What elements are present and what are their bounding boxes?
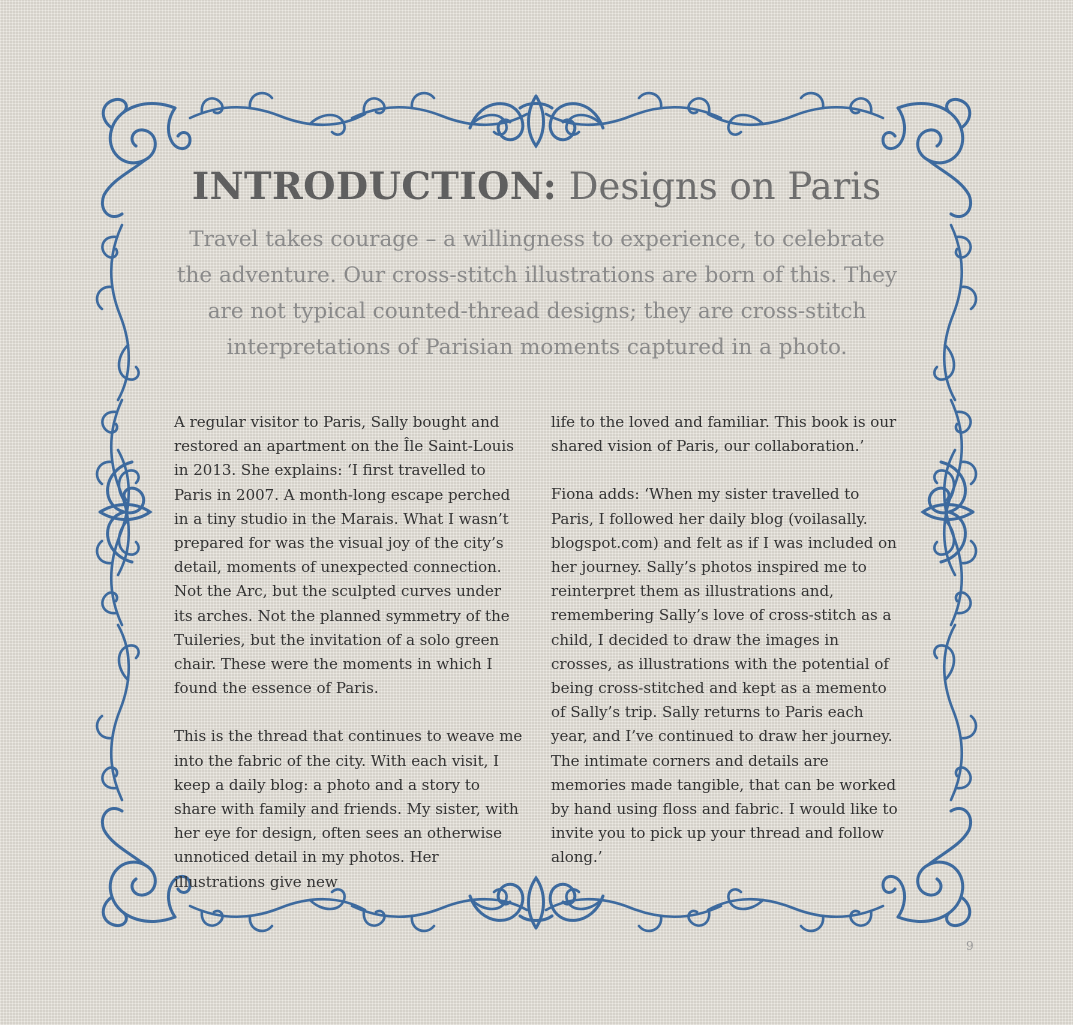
right-column [551, 410, 901, 894]
title-subtitle: Designs on Paris [557, 165, 882, 208]
body-paragraph: Fiona adds: ‘When my sister travelled to Paris, I followed her daily blog (voilasally. blogspot.com) and felt as if I was included on her journey. Sally’s photos inspired me to reinterpret them as illustrations and, remembering Sally’s love of cross-stitch as a child, I decided to draw the images in crosses, as illustrations with the potential of being cross-stitched and kept as a memento of Sally’s trip. Sally returns to Paris each year, and I’ve continued to draw her journey. The intimate corners and details are memories made tangible, that can be worked by hand using floss and fabric. I would like to invite you to pick up your thread and follow along.’ [551, 485, 898, 867]
title-label: INTRODUCTION: [191, 164, 558, 208]
left-column [174, 410, 524, 918]
intro-paragraph: Travel takes courage – a willingness to experience, to celebrate the adventure. Our cross-stitch illustrations are born of this. They are not typical counted-thread designs; they are cross-stitch interpretations of Parisian moments captured in a photo. [176, 227, 898, 360]
body-paragraph: This is the thread that continues to weave me into the fabric of the city. With each visit, I keep a daily blog: a photo and a story to share with family and friends. My sister, with her eye for design, often sees an otherwise unnoticed detail in my photos. Her illustrations give new [174, 727, 523, 891]
page-title [0, 164, 1073, 208]
page-number: 9 [966, 939, 974, 953]
body-paragraph: life to the loved and familiar. This book is our shared vision of Paris, our collaboration.’ [551, 413, 897, 456]
body-paragraph: A regular visitor to Paris, Sally bought and restored an apartment on the Île Saint-Louis in 2013. She explains: ‘I first travelled to Paris in 2007. A month-long escape perched in a tiny studio in the Marais. What I wasn’t prepared for was the visual joy of the city’s detail, moments of unexpected connection. Not the Arc, but the sculpted curves under its arches. Not the planned symmetry of the Tuileries, but the invitation of a solo green chair. These were the moments in which I found the essence of Paris. [174, 413, 514, 698]
